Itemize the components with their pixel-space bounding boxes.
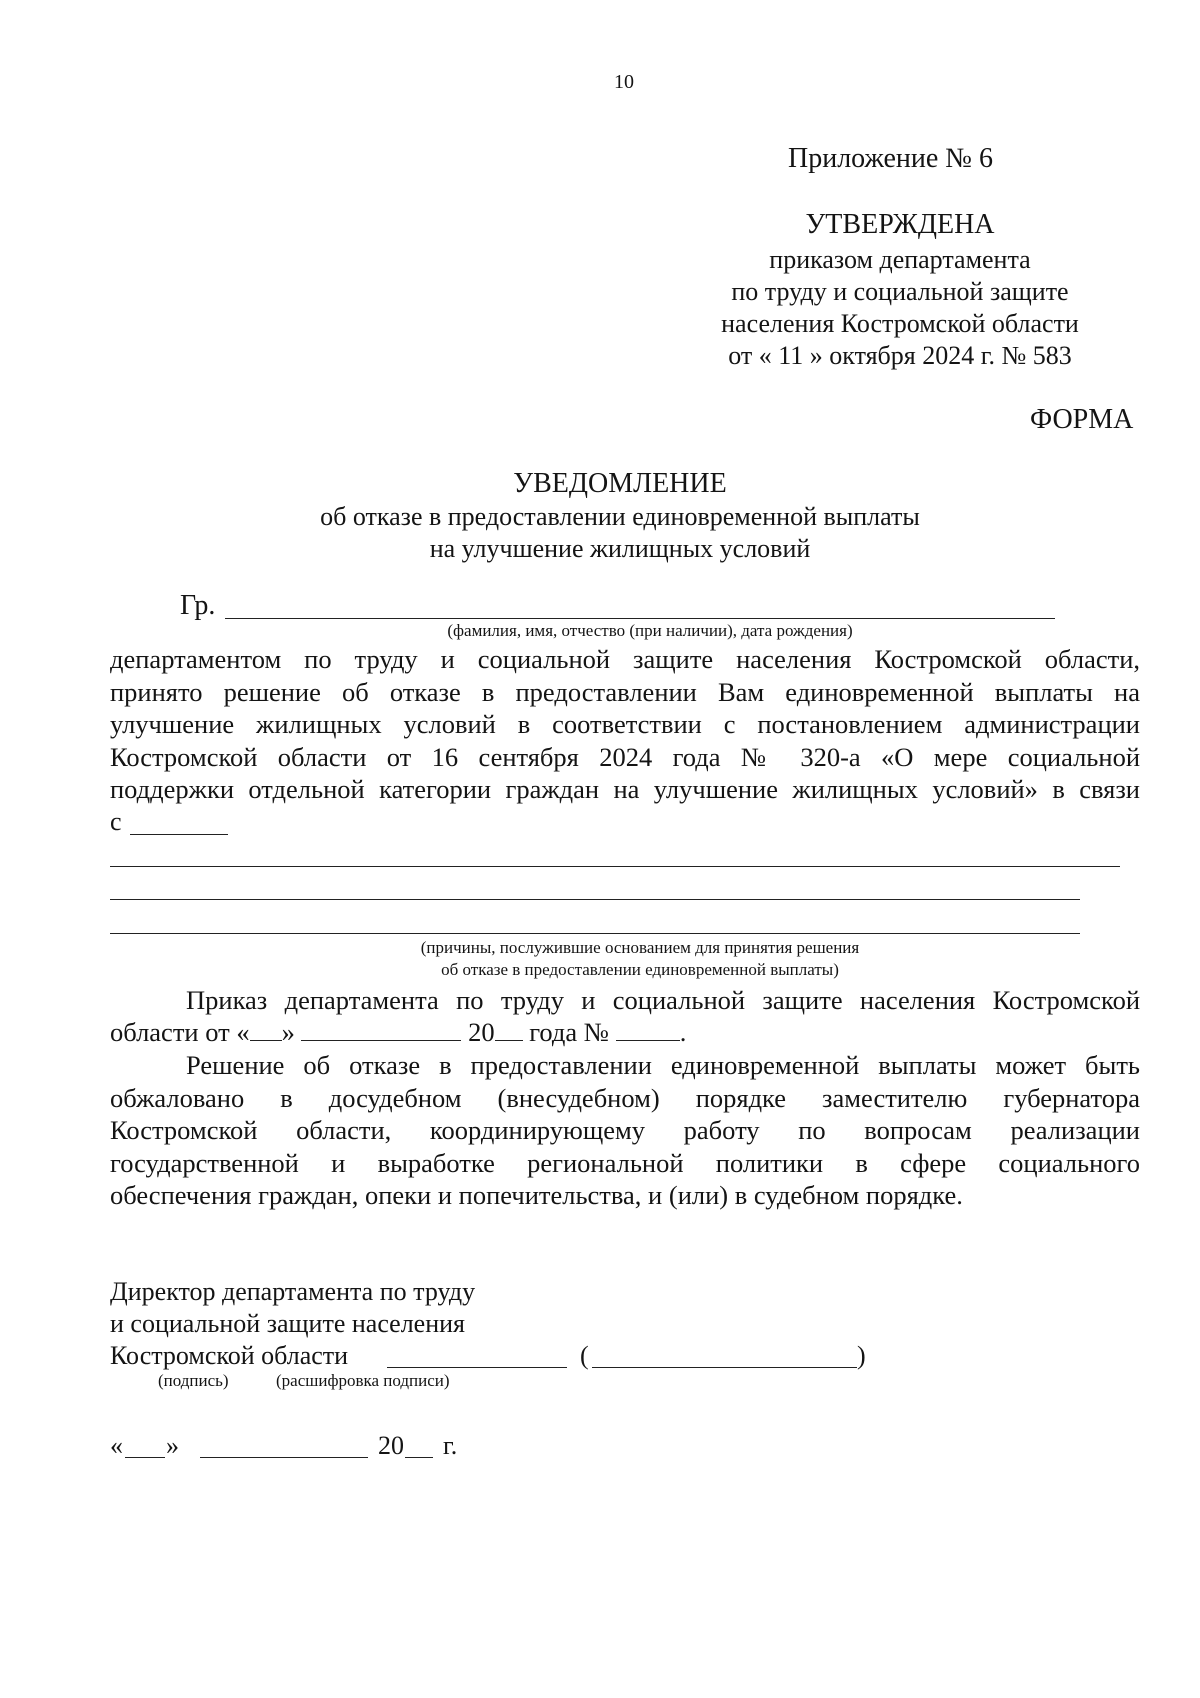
appeal-line: обеспечения граждан, опеки и попечительства, и (или) в судебном порядке. (110, 1180, 963, 1210)
body-line: Костромской области от 16 сентября 2024 года № 320-а «О мере социальной (110, 741, 1140, 772)
approval-line-2: по труду и социальной защите (731, 277, 1069, 306)
approval-line-1: приказом департамента (769, 245, 1031, 274)
appeal-line: Костромской области, координирующему работу по вопросам реализации (110, 1115, 1140, 1145)
order-year-field[interactable] (495, 1018, 523, 1041)
date-close-quote: » (166, 1431, 179, 1460)
date-year-prefix: 20 (378, 1431, 404, 1460)
reason-line-1[interactable] (110, 866, 1120, 867)
form-label: ФОРМА (1030, 404, 1134, 435)
body-line: улучшение жилищных условий в соответствии с постановлением администрации (110, 709, 1140, 739)
caption-decode: (расшифровка подписи) (276, 1371, 450, 1390)
citizen-caption: (фамилия, имя, отчество (при наличии), дата рождения) (447, 621, 853, 640)
date-day-field[interactable] (125, 1457, 165, 1458)
body-line: принято решение об отказе в предоставлении Вам единовременной выплаты на (110, 676, 1140, 707)
signature-field[interactable] (387, 1367, 567, 1368)
reasons-caption-1: (причины, послужившие основанием для принятия решения (420, 938, 860, 957)
caption-signature: (подпись) (158, 1371, 229, 1390)
date-open-quote: « (110, 1431, 123, 1460)
paren-open: ( (580, 1341, 589, 1370)
order-day-field[interactable] (250, 1018, 282, 1041)
appeal-paragraph (110, 1049, 1140, 1212)
appeal-line: обжаловано в досудебном (внесудебном) порядке заместителю губернатора (110, 1082, 1140, 1113)
document-title: УВЕДОМЛЕНИЕ (513, 468, 727, 499)
order-part-e: . (679, 1017, 687, 1047)
date-month-field[interactable] (200, 1457, 368, 1458)
reason-prefix: с (110, 807, 122, 836)
order-number-field[interactable] (616, 1018, 680, 1041)
document-subtitle-1: об отказе в предоставлении единовременной выплаты (320, 502, 920, 531)
signer-line-1: Директор департамента по труду (110, 1277, 476, 1306)
approval-line-4: от « 11 » октября 2024 г. № 583 (728, 341, 1072, 370)
body-line: департаментом по труду и социальной защите населения Костромской области, (110, 644, 1140, 674)
appeal-line: государственной и выработке региональной политики в сфере социального (110, 1147, 1140, 1178)
order-paragraph (110, 984, 1140, 1017)
order-line-2 (110, 1016, 686, 1049)
approved-label: УТВЕРЖДЕНА (805, 209, 995, 240)
signature-decode-field[interactable] (592, 1367, 857, 1368)
date-suffix: г. (443, 1431, 458, 1460)
date-year-field[interactable] (405, 1457, 433, 1458)
order-part-d: года № (529, 1017, 610, 1047)
reason-line-2[interactable] (110, 899, 1080, 900)
order-part-a: области от « (110, 1017, 250, 1047)
appeal-line: Решение об отказе в предоставлении единовременной выплаты может быть (186, 1050, 1140, 1080)
reasons-caption-2: об отказе в предоставлении единовременной выплаты) (441, 960, 839, 979)
citizen-prefix: Гр. (180, 590, 216, 621)
reason-line-3[interactable] (110, 933, 1080, 934)
document-subtitle-2: на улучшение жилищных условий (429, 534, 811, 563)
signer-line-2: и социальной защите населения (110, 1309, 466, 1338)
body-line: поддержки отдельной категории граждан на улучшение жилищных условий» в связи (110, 774, 1140, 804)
order-part-b: » (281, 1017, 295, 1047)
page-number: 10 (614, 71, 634, 93)
order-month-field[interactable] (301, 1018, 461, 1041)
signer-line-3: Костромской области (110, 1341, 349, 1370)
order-part-c: 20 (468, 1017, 495, 1047)
reason-line-short[interactable] (130, 834, 228, 835)
paren-close: ) (857, 1341, 866, 1370)
decision-paragraph (110, 643, 1140, 806)
citizen-name-line[interactable] (225, 618, 1055, 619)
order-line-1: Приказ департамента по труду и социальной защите населения Костромской (186, 985, 1140, 1015)
approval-line-3: населения Костромской области (721, 309, 1079, 338)
appendix-label: Приложение № 6 (788, 143, 993, 174)
